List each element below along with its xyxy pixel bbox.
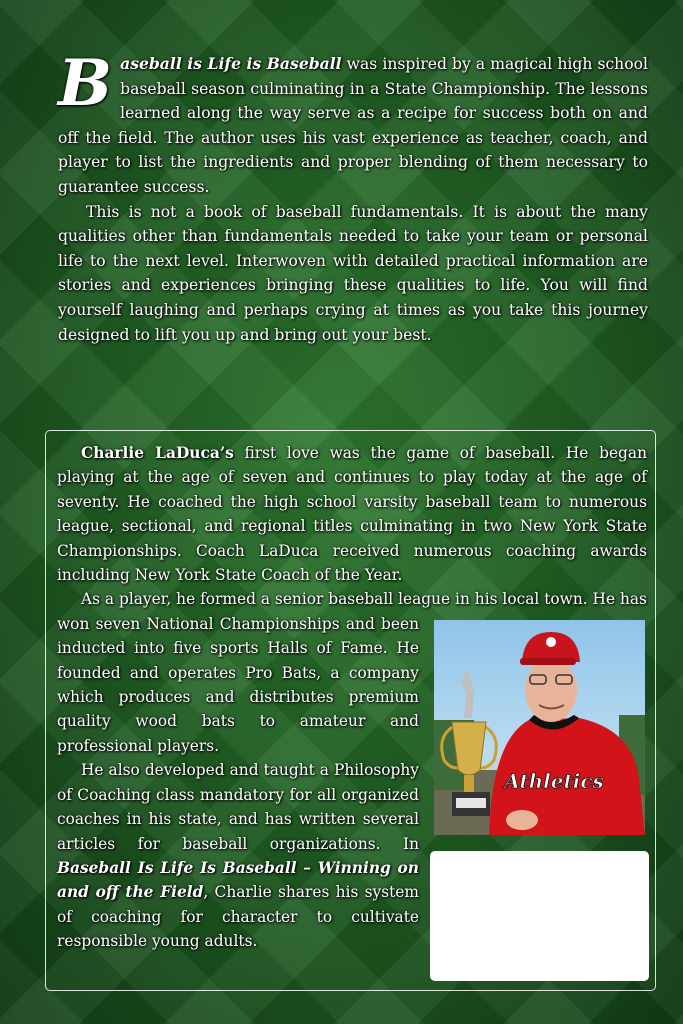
bio-paragraph-1 [57,441,647,587]
bio-paragraph-3-text: He also developed and taught a Philosophy of Coaching class mandatory for all organized coaches in his state, and has written several articles for baseball organizations. In [57,761,419,853]
book-title-bio: Baseball Is Life Is Baseball – Winning on and off the Field [57,858,419,902]
bio-paragraph-3-end: , Charlie shares his system of coaching for character to cultivate responsible young adults. [57,883,419,951]
bio-paragraph-3 [57,758,419,953]
book-description [58,46,648,347]
drop-cap: B [58,46,113,121]
bio-paragraph-2-cont: won seven National Championships and been inducted into five sports Halls of Fame. He founded and operates Pro Bats, a company which produces and distributes premium quality wood bats to amateur and professional players. [57,614,419,755]
blank-panel [430,851,649,981]
author-name: Charlie LaDuca’s [81,444,234,462]
intro-paragraph-1-text: was inspired by a magical high school baseball season culminating in a State Championship. The lessons learned along the way serve as a recipe for success both on and off the field. The author uses his vast experience as teacher, coach, and player to list the ingredients and proper blending of them necessary to guarantee success. [58,55,648,196]
bio-paragraph-2-lead: As a player, he formed a senior baseball league in his local town. He has [81,590,647,609]
intro-paragraph-2: This is not a book of baseball fundamentals. It is about the many qualities other than fundamentals needed to take your team or personal life to the next level. Interwoven with detailed practical information are stories and experiences bringing these qualities to life. You will find yourself laughing and perhaps crying at times as you take this journey designed to lift you up and bring out your best. [58,202,648,344]
book-title-inline: aseball is Life is Baseball [120,54,342,73]
intro-paragraph-1 [58,46,648,200]
author-photo [434,620,645,835]
jersey-lettering: Athletics [504,769,604,793]
bio-paragraph-1-text: first love was the game of baseball. He began playing at the age of seven and continues to play today at the age of seventy. He coached the high school varsity baseball team to numerous league, sectional, and regional titles culminating in two New York State Championships. Coach LaDuca received numerous coaching awards including New York State Coach of the Year. [57,444,647,585]
